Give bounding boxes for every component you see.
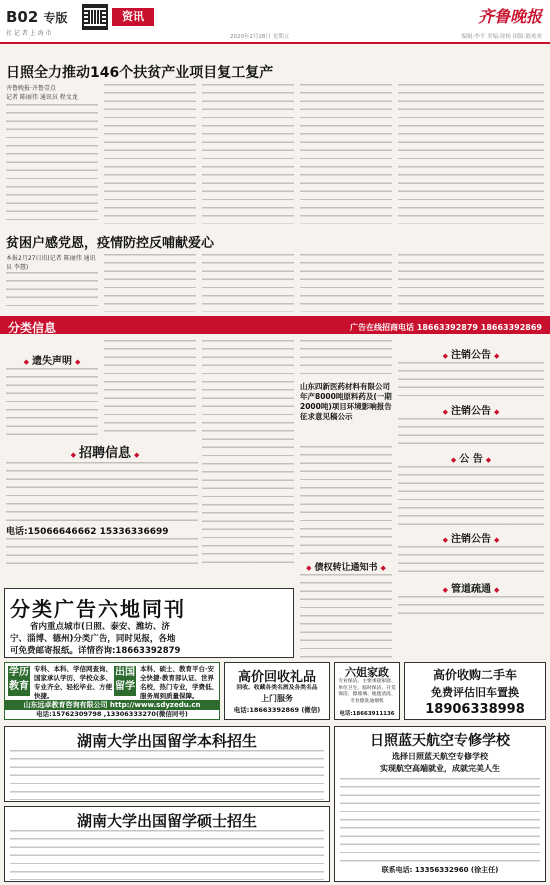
article1-body-col3 <box>202 84 294 224</box>
edu-ad-left-tag: 学历教育 <box>8 666 30 696</box>
car-ad-title: 高价收购二手车 <box>432 668 517 682</box>
housekeeping-ad-text: 专业保洁、主要承接家庭、单位卫生、临时保洁、开荒保洁、擦玻璃、地毯清洗、专业擦洗油烟机 <box>338 679 396 704</box>
article1-byline: 齐鲁晚报·齐鲁壹点 记者 陈丽伟 通讯员 程文龙 <box>6 85 78 101</box>
env-notice-body <box>300 446 392 558</box>
aviation-line2: 实现航空高端就业，成就完美人生 <box>380 764 500 773</box>
env-notice-box <box>300 382 392 442</box>
aviation-body <box>340 778 540 862</box>
classifieds-title: 分类信息 <box>8 321 57 335</box>
classified-col3 <box>202 340 294 568</box>
edu-ad-right-text: 本科、硕士、教育平台·安全快捷·教育部认证、世界名校，热门专业，学费低、服务周到质量保障。 <box>140 665 218 700</box>
article1-body-col2 <box>104 84 196 224</box>
six-city-ad-line3: 可免费邮寄报纸。详情咨询:18663392879 <box>10 646 181 656</box>
recruit-title-text: 招聘信息 <box>78 446 131 461</box>
recycle-ad-line1: 回收、收藏各类名酒及各类名品 <box>236 685 318 691</box>
cancel-notice-1 <box>398 346 544 361</box>
edu-ad-phone: 电话:15762309798 ,13306333270(微信同号) <box>36 710 188 718</box>
recruit-phone: 电话:15066646662 15336336699 <box>6 527 169 537</box>
page-subtitle: 社 记 者 上 海 市 <box>6 30 52 37</box>
aviation-line1: 选择日照蓝天航空专修学校 <box>392 752 488 761</box>
article2-body-col4 <box>300 254 392 312</box>
edu-ad-left-text: 专科、本科、学信网查询、国家承认学历、学校众多、专业齐全、轻松毕业、方便快捷。 <box>34 665 112 700</box>
mgmt-body <box>398 596 544 614</box>
recruit-body <box>6 462 198 522</box>
classified-col2 <box>104 340 196 436</box>
cancel-notice-1-body <box>398 362 544 398</box>
debt-notice-body <box>300 574 392 658</box>
classifieds-phone: 广告在线招商电话 18663392879 18663392869 <box>349 323 542 332</box>
article2-body-col5 <box>398 254 544 312</box>
aviation-contact: 联系电话: 13356332960 (徐主任) <box>381 866 499 874</box>
cancel-notice-2-text: 注销公告 <box>451 406 491 417</box>
page-number-text: B02 <box>6 8 39 26</box>
recycle-ad-title: 高价回收礼品 <box>237 670 316 685</box>
recruit-body-2 <box>6 538 198 566</box>
lost-notice-title-text: 遗失声明 <box>32 356 72 367</box>
date-line: 2020年2月28日 星期五 <box>230 34 290 40</box>
lost-notice-body <box>6 368 98 436</box>
recruit-title <box>30 442 180 461</box>
page-number <box>6 8 68 26</box>
six-city-ad-title: 分类广告六地同刊 <box>10 597 186 621</box>
hunan-master-title: 湖南大学出国留学硕士招生 <box>76 812 257 830</box>
editors-line: 编辑:李平 美编:徐杨 组版:陈欢欢 <box>461 34 542 40</box>
six-city-ad-line2: 宁、淄博、德州)分类广告，同时见报，各地 <box>10 634 176 644</box>
debt-notice-title <box>300 560 392 573</box>
recycle-ad-phone: 电话:18663392869 (微信) <box>233 706 321 714</box>
cancel-notice-1-text: 注销公告 <box>451 350 491 361</box>
car-ad-line1: 免费评估旧车置换 <box>431 686 519 699</box>
housekeeping-ad-title: 六姐家政 <box>345 666 389 679</box>
debt-notice-title-text: 债权转让通知书 <box>314 563 378 573</box>
page-label: 专版 <box>43 11 68 25</box>
cancel-notice-3-body <box>398 546 544 574</box>
hunan-undergrad-body <box>10 750 324 800</box>
article2-body-col2 <box>104 254 196 312</box>
edu-ad-footer: 山东远卓教育咨询有限公司 http://www.sdyzedu.cn <box>5 700 219 710</box>
announce-body <box>398 466 544 526</box>
mgmt-title <box>398 580 544 595</box>
car-ad-phone: 18906338998 <box>425 702 525 717</box>
cancel-notice-3-text: 注销公告 <box>451 534 491 545</box>
header-rule <box>0 42 550 44</box>
masthead-logo: 齐鲁晚报 <box>477 7 542 26</box>
section-tag: 资讯 <box>112 8 154 26</box>
lost-notice-title <box>6 352 98 367</box>
recycle-ad-line2: 上门服务 <box>261 694 293 703</box>
article2-body-col1 <box>6 272 98 312</box>
cancel-notice-2 <box>398 402 544 417</box>
article2-body-col3 <box>202 254 294 312</box>
hunan-undergrad-title: 湖南大学出国留学本科招生 <box>76 732 257 750</box>
article2-headline: 贫困户感党恩，疫情防控反哺献爱心 <box>6 236 215 251</box>
announce-title-text: 公 告 <box>459 454 483 465</box>
announce-title <box>398 450 544 465</box>
hunan-master-body <box>10 830 324 880</box>
article2-byline: 本报2月27日讯(记者 陈丽伟 通讯员 李慧) <box>6 255 96 271</box>
edu-ad-right-tag: 出国留学 <box>114 666 136 696</box>
page-header <box>0 0 550 44</box>
article1-headline: 日照全力推动146个扶贫产业项目复工复产 <box>6 65 274 81</box>
six-city-ad-line1: 省内重点城市(日照、泰安、潍坊、济 <box>30 622 170 632</box>
classified-col4 <box>300 340 392 376</box>
article1-body-col4 <box>300 84 392 224</box>
article1-body-col1 <box>6 104 98 224</box>
article1-body-col5 <box>398 84 544 224</box>
mgmt-title-text: 管道疏通 <box>451 584 491 595</box>
housekeeping-ad-phone: 电话:18663911136 <box>339 711 395 717</box>
cancel-notice-2-body <box>398 418 544 446</box>
qr-code-icon <box>82 4 108 30</box>
env-notice-text: 山东四新医药材料有限公司年产8000吨原料药及(一期2000吨)项目环境影响报告征求意见稿公示 <box>300 382 392 421</box>
cancel-notice-3 <box>398 530 544 545</box>
aviation-title: 日照蓝天航空专修学校 <box>370 733 510 749</box>
